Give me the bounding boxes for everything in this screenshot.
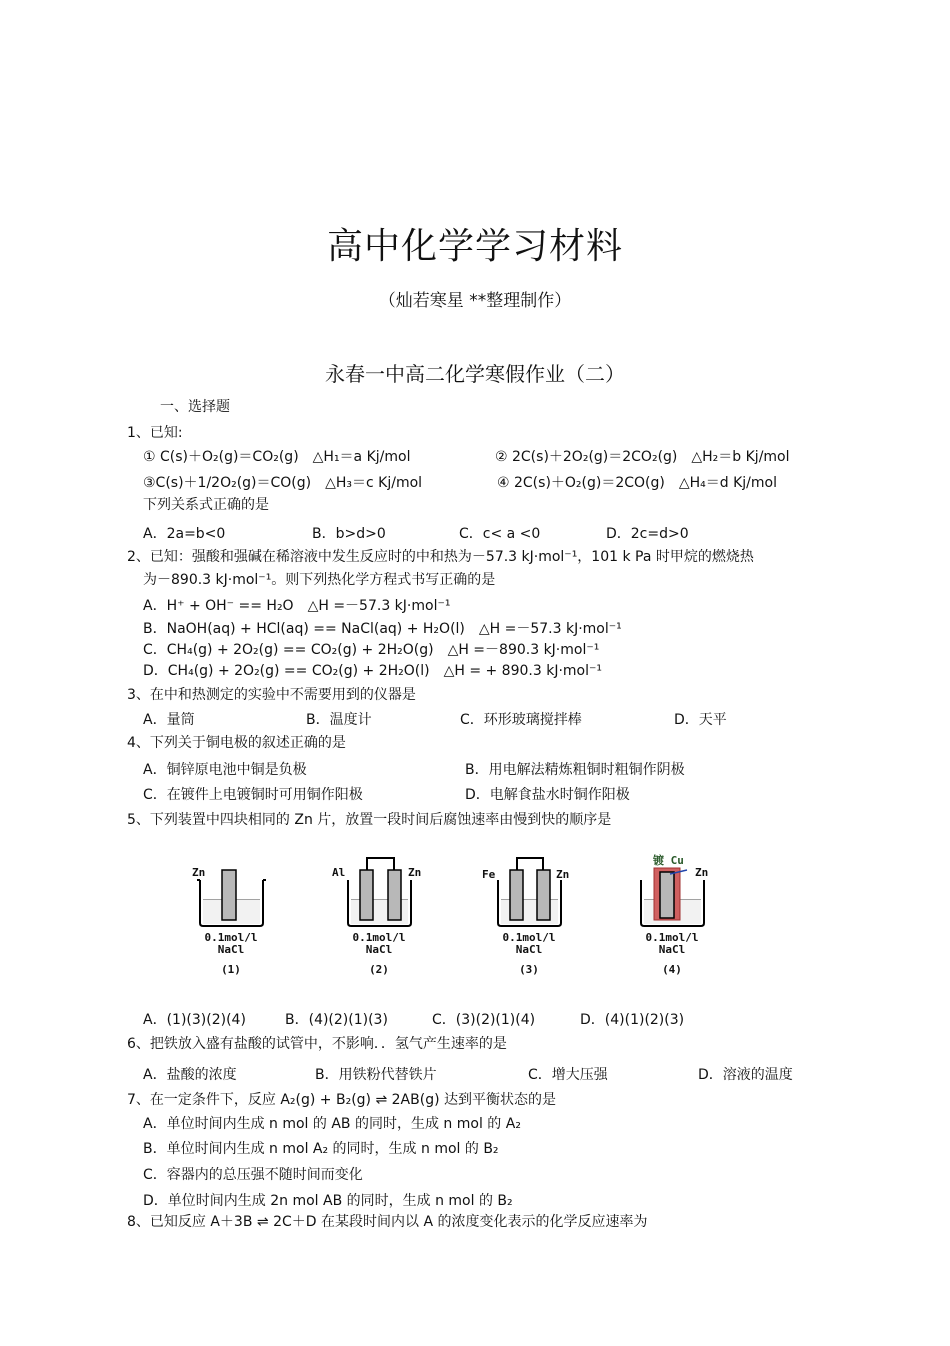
q7-option-c: C．容器内的总压强不随时间而变化 xyxy=(143,1167,363,1183)
solution-concentration: 0.1mol/l xyxy=(352,931,406,944)
question-3-stem: 3、在中和热测定的实验中不需要用到的仪器是 xyxy=(127,687,416,703)
electrode-label: Al xyxy=(332,866,346,879)
q3-option-a: A．量筒 xyxy=(143,712,195,728)
solution-concentration: 0.1mol/l xyxy=(502,931,556,944)
beaker-3-drawing xyxy=(470,848,580,933)
beaker-4-drawing xyxy=(615,848,730,933)
beaker-1 xyxy=(170,848,280,983)
solution-salt: NaCl xyxy=(217,943,245,956)
electrode-label: 镀 Cu xyxy=(653,854,684,867)
electrode-label: Zn xyxy=(556,868,570,881)
beaker-2 xyxy=(320,848,430,983)
homework-title: 永春一中高二化学寒假作业（二） xyxy=(325,362,625,386)
q2-option-d: D．CH₄(g) + 2O₂(g) == CO₂(g) + 2H₂O(l) △H = + 890.3 kJ·mol⁻¹ xyxy=(143,663,602,679)
q3-option-d: D．天平 xyxy=(674,712,727,728)
question-6-stem: 6、把铁放入盛有盐酸的试管中，不影响．．氢气产生速率的是 xyxy=(127,1036,507,1052)
question-4-stem: 4、下列关于铜电极的叙述正确的是 xyxy=(127,735,346,751)
document-title: 高中化学学习材料 xyxy=(326,226,623,267)
q1-option-c: C．c< a <0 xyxy=(459,526,541,542)
beaker-1-drawing xyxy=(170,848,280,933)
q2-option-a: A．H⁺ + OH⁻ == H₂O △H =－57.3 kJ·mol⁻¹ xyxy=(143,598,451,614)
question-8-stem: 8、已知反应 A＋3B ⇌ 2C＋D 在某段时间内以 A 的浓度变化表示的化学反应速率为 xyxy=(127,1214,648,1230)
q3-option-c: C．环形玻璃搅拌棒 xyxy=(460,712,582,728)
q2-option-c: C．CH₄(g) + 2O₂(g) == CO₂(g) + 2H₂O(g) △H =－890.3 kJ·mol⁻¹ xyxy=(143,642,600,658)
corrosion-apparatus-figure xyxy=(170,848,730,983)
beaker-2-drawing xyxy=(320,848,430,933)
q6-option-b: B．用铁粉代替铁片 xyxy=(315,1067,437,1083)
q1-option-d: D．2c=d>0 xyxy=(606,526,689,542)
q4-option-d: D．电解食盐水时铜作阳极 xyxy=(465,787,630,803)
question-1-stem: 1、已知: xyxy=(127,425,183,441)
q5-option-a: A．(1)(3)(2)(4) xyxy=(143,1012,246,1028)
q6-option-a: A．盐酸的浓度 xyxy=(143,1067,237,1083)
q2-option-b: B．NaOH(aq) + HCl(aq) == NaCl(aq) + H₂O(l) △H =－57.3 kJ·mol⁻¹ xyxy=(143,621,622,637)
q1-option-b: B．b>d>0 xyxy=(312,526,386,542)
electrode-label: Zn xyxy=(192,866,206,879)
q1-equation-2: ② 2C(s)＋2O₂(g)＝2CO₂(g) △H₂＝b Kj/mol xyxy=(495,449,790,465)
q1-prompt: 下列关系式正确的是 xyxy=(143,497,269,513)
q1-equation-4: ④ 2C(s)＋O₂(g)＝2CO(g) △H₄＝d Kj/mol xyxy=(497,475,777,491)
solution-concentration: 0.1mol/l xyxy=(645,931,699,944)
document-subtitle: （灿若寒星 **整理制作） xyxy=(378,291,572,311)
electrode-label: Fe xyxy=(482,868,496,881)
q1-equation-3: ③C(s)＋1/2O₂(g)＝CO(g) △H₃＝c Kj/mol xyxy=(143,475,423,491)
q5-option-d: D．(4)(1)(2)(3) xyxy=(580,1012,685,1028)
q4-option-c: C．在镀件上电镀铜时可用铜作阳极 xyxy=(143,787,363,803)
q4-option-a: A．铜锌原电池中铜是负极 xyxy=(143,762,307,778)
q7-option-b: B．单位时间内生成 n mol A₂ 的同时，生成 n mol 的 B₂ xyxy=(143,1141,499,1157)
q4-option-b: B．用电解法精炼粗铜时粗铜作阴极 xyxy=(465,762,685,778)
solution-salt: NaCl xyxy=(658,943,686,956)
q3-option-b: B．温度计 xyxy=(306,712,372,728)
q7-option-d: D．单位时间内生成 2n mol AB 的同时，生成 n mol 的 B₂ xyxy=(143,1193,513,1209)
q1-option-a: A．2a=b<0 xyxy=(143,526,226,542)
figure-caption: (1) xyxy=(221,963,241,976)
electrode-label: Zn xyxy=(695,866,709,879)
q7-option-a: A．单位时间内生成 n mol 的 AB 的同时，生成 n mol 的 A₂ xyxy=(143,1116,521,1132)
q5-option-b: B．(4)(2)(1)(3) xyxy=(285,1012,388,1028)
beaker-4 xyxy=(615,848,730,983)
solution-salt: NaCl xyxy=(515,943,543,956)
q1-equation-1: ① C(s)＋O₂(g)＝CO₂(g) △H₁＝a Kj/mol xyxy=(143,449,411,465)
solution-salt: NaCl xyxy=(365,943,393,956)
electrode-label: Zn xyxy=(408,866,422,879)
figure-caption: (4) xyxy=(662,963,682,976)
q5-option-c: C．(3)(2)(1)(4) xyxy=(432,1012,536,1028)
question-7-stem: 7、在一定条件下，反应 A₂(g) + B₂(g) ⇌ 2AB(g) 达到平衡状态的是 xyxy=(127,1092,556,1108)
q6-option-d: D．溶液的温度 xyxy=(698,1067,793,1083)
question-2-line-1: 2、已知：强酸和强碱在稀溶液中发生反应时的中和热为－57.3 kJ·mol⁻¹，101 k Pa 时甲烷的燃烧热 xyxy=(127,549,754,565)
question-2-line-2: 为－890.3 kJ·mol⁻¹。则下列热化学方程式书写正确的是 xyxy=(143,572,496,588)
question-5-stem: 5、下列装置中四块相同的 Zn 片，放置一段时间后腐蚀速率由慢到快的顺序是 xyxy=(127,812,612,828)
figure-caption: (2) xyxy=(369,963,389,976)
beaker-3 xyxy=(470,848,580,983)
section-heading: 一、选择题 xyxy=(160,399,230,415)
q6-option-c: C．增大压强 xyxy=(528,1067,608,1083)
solution-concentration: 0.1mol/l xyxy=(204,931,258,944)
figure-caption: (3) xyxy=(519,963,539,976)
